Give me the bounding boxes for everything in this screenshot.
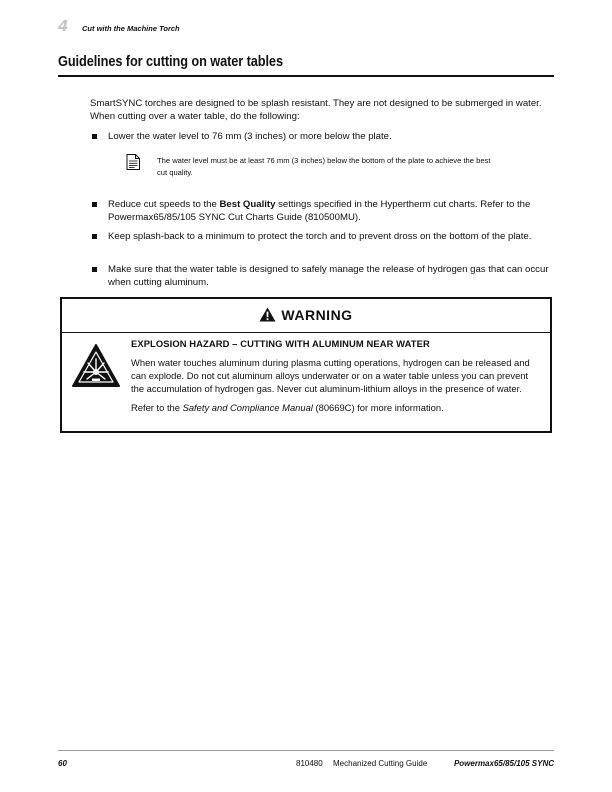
warning-header — [62, 299, 550, 333]
list-item-bold-text: Best Quality — [219, 199, 276, 210]
product-name: Powermax65/85/105 SYNC — [453, 759, 554, 768]
page-number: 60 — [58, 759, 67, 768]
list-item-text-start: Reduce cut speeds to the — [108, 199, 220, 210]
list-item — [108, 263, 554, 289]
intro-paragraph: SmartSYNC torches are designed to be splash resistant. They are not designed to be submerged in water. When cutting over a water table, do the following: — [90, 98, 542, 122]
reference-text-end: (80669C) for more information. — [312, 402, 444, 413]
list-item-text: Keep splash-back to a minimum to protect the torch and to prevent dross on the bottom of the plate. — [108, 231, 532, 242]
section-rule — [58, 75, 554, 77]
reference-text-start: Refer to the — [131, 402, 183, 413]
document-number: 810480 — [296, 759, 323, 768]
warning-paragraph: When water touches aluminum during plasma cutting operations, hydrogen can be released and can explode. Do not cut aluminum alloys underwater or on a water table unless you can prevent the accumulation of hydrogen gas. Never cut aluminum-lithium alloys in the presence of water. — [131, 357, 530, 394]
warning-box — [60, 297, 552, 433]
guide-name: Mechanized Cutting Guide — [333, 759, 428, 768]
section-title: Guidelines for cutting on water tables — [58, 54, 283, 70]
hazard-title: EXPLOSION HAZARD – CUTTING WITH ALUMINUM NEAR WATER — [131, 338, 430, 349]
warning-label: WARNING — [281, 306, 353, 323]
warning-body — [131, 337, 543, 414]
bullet-marker — [92, 267, 97, 272]
warning-triangle-icon — [259, 307, 276, 322]
note-text: The water level must be at least 76 mm (3 inches) below the bottom of the plate to achieve the best cut quality. — [157, 156, 491, 177]
reference-manual-title: Safety and Compliance Manual — [182, 402, 313, 413]
chapter-number: 4 — [58, 17, 69, 35]
warning-reference — [131, 401, 543, 414]
list-item — [108, 230, 554, 243]
list-item — [108, 130, 554, 143]
bullet-marker — [92, 134, 97, 139]
explosion-hazard-icon — [71, 343, 121, 388]
note-icon — [126, 154, 140, 170]
bullet-marker — [92, 202, 97, 207]
list-item-text: Make sure that the water table is designed to safely manage the release of hydrogen gas that can occur when cutting aluminum. — [108, 264, 549, 288]
bullet-marker — [92, 234, 97, 239]
chapter-title: Cut with the Machine Torch — [82, 24, 180, 33]
list-item-text-end: settings specified in the Hypertherm cut charts. Refer to the Powermax65/85/105 SYNC Cut Charts Guide (810500MU). — [108, 199, 531, 223]
list-item-text: Lower the water level to 76 mm (3 inches) or more below the plate. — [108, 131, 392, 142]
list-item — [108, 198, 554, 224]
footer-rule — [58, 750, 554, 751]
